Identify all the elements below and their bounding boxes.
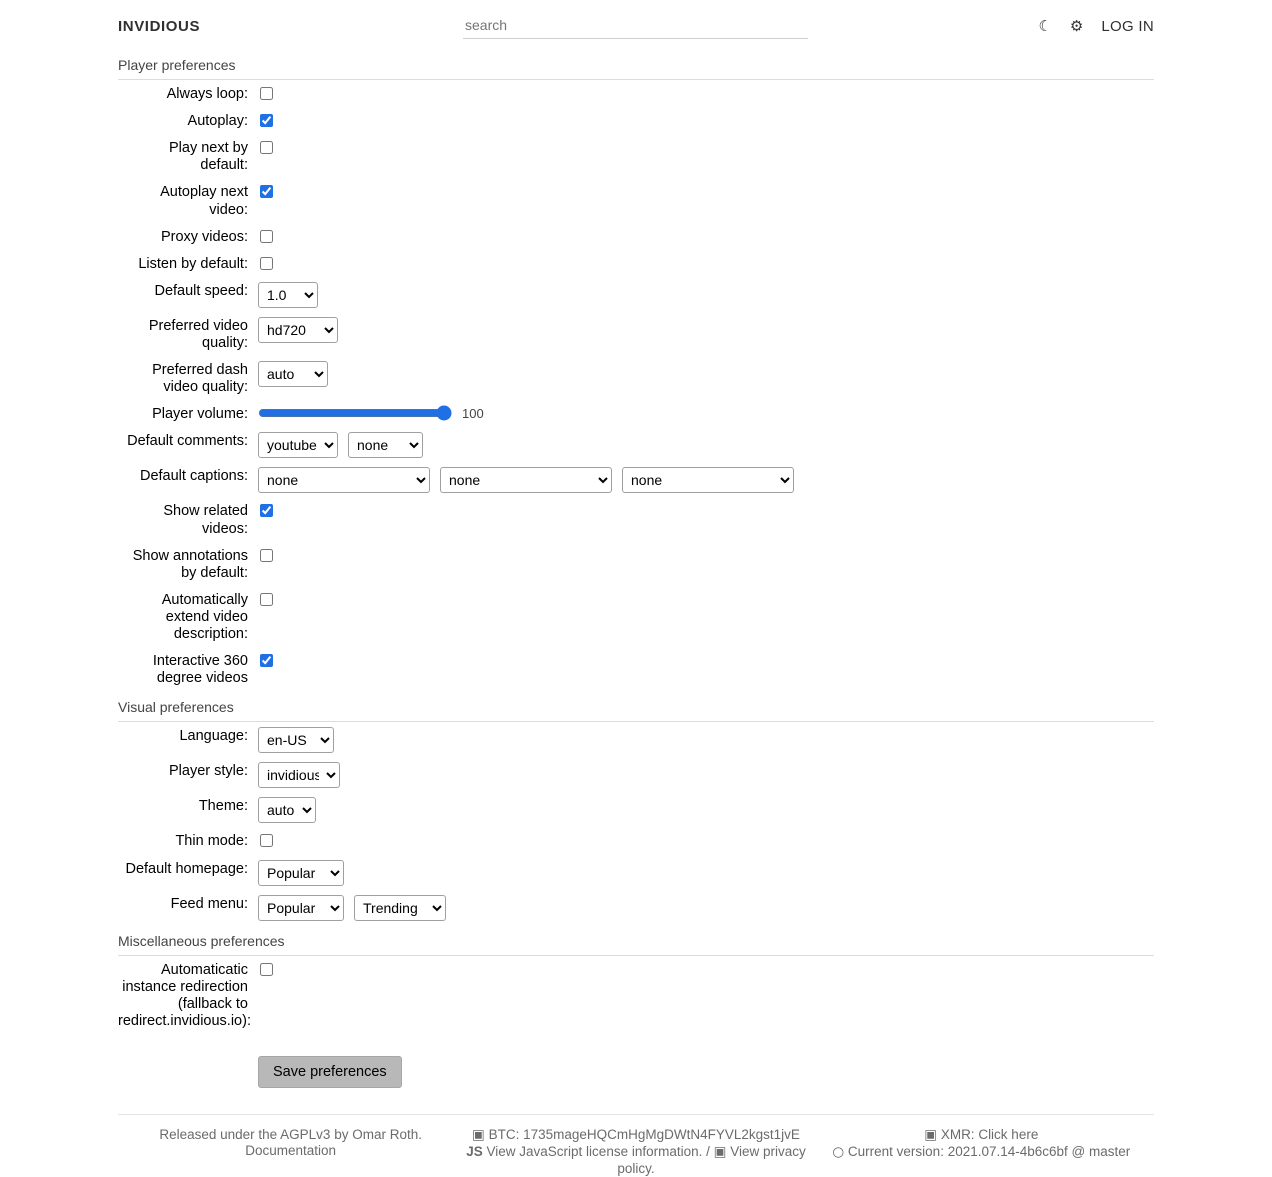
label-default-speed: Default speed:	[154, 282, 248, 299]
row-preferred-dash-quality	[118, 356, 1154, 400]
footer-privacy-link[interactable]: View privacy policy.	[617, 1143, 806, 1176]
search-container	[463, 14, 808, 39]
row-extend-description	[118, 586, 1154, 647]
label-preferred-dash-quality: Preferred dash video quality:	[152, 362, 248, 396]
row-show-related	[118, 497, 1154, 541]
footer-left	[118, 1127, 463, 1177]
label-preferred-quality: Preferred video quality:	[148, 317, 248, 351]
row-theme	[118, 792, 1154, 827]
select-default-comments-1[interactable]	[258, 432, 338, 458]
book-icon: ▣	[713, 1143, 727, 1160]
control-listen-default	[258, 254, 1154, 270]
control-language	[258, 726, 1154, 753]
control-preferred-dash-quality	[258, 360, 1154, 387]
checkbox-extend-description[interactable]	[260, 593, 273, 606]
label-player-style: Player style:	[169, 763, 248, 780]
footer-center	[463, 1127, 808, 1177]
select-language[interactable]	[258, 727, 334, 753]
control-default-captions	[258, 466, 1154, 493]
brand-logo[interactable]: INVIDIOUS	[118, 18, 201, 35]
control-autoplay-next	[258, 182, 1154, 198]
checkbox-show-annotations[interactable]	[260, 549, 273, 562]
row-player-volume	[118, 400, 1154, 427]
footer	[118, 1114, 1154, 1177]
navbar	[118, 0, 1154, 49]
label-default-homepage: Default homepage:	[125, 860, 248, 877]
label-show-annotations: Show annotations by default:	[132, 547, 248, 581]
section-visual-preferences: Visual preferences	[118, 699, 1154, 722]
footer-js-line	[463, 1144, 808, 1177]
footer-btc-line	[463, 1127, 808, 1144]
select-theme[interactable]	[258, 797, 316, 823]
save-preferences-button[interactable]: Save preferences	[258, 1056, 402, 1088]
select-feed-menu-2[interactable]	[354, 895, 446, 921]
navbar-actions	[1038, 18, 1154, 35]
label-play-next: Play next by default:	[169, 140, 248, 174]
footer-license-text: Released under the AGPLv3 by Omar Roth.	[159, 1126, 422, 1142]
control-default-speed	[258, 281, 1154, 308]
footer-right	[809, 1127, 1154, 1177]
control-interactive-360	[258, 651, 1154, 667]
label-default-comments: Default comments:	[127, 433, 248, 450]
control-proxy-videos	[258, 227, 1154, 243]
misc-preferences-group	[118, 956, 1154, 1034]
row-proxy-videos	[118, 223, 1154, 250]
footer-xmr-line	[809, 1127, 1154, 1144]
row-default-homepage	[118, 855, 1154, 890]
select-default-speed[interactable]	[258, 282, 318, 308]
checkbox-proxy-videos[interactable]	[260, 230, 273, 243]
monero-icon-right: ▣	[924, 1126, 938, 1143]
footer-xmr-link[interactable]: XMR: Click here	[940, 1126, 1039, 1142]
label-default-captions: Default captions:	[139, 468, 248, 485]
row-autoplay-next	[118, 178, 1154, 222]
label-language: Language:	[179, 728, 248, 745]
label-interactive-360: Interactive 360 degree videos	[152, 653, 248, 687]
checkbox-thin-mode[interactable]	[260, 834, 273, 847]
checkbox-auto-redirect[interactable]	[260, 963, 273, 976]
save-row	[118, 1056, 1154, 1088]
login-link[interactable]: LOG IN	[1101, 18, 1154, 35]
footer-documentation-link[interactable]: Documentation	[245, 1142, 337, 1158]
row-play-next	[118, 134, 1154, 178]
gear-icon[interactable]: ⚙	[1069, 18, 1084, 35]
control-player-volume	[258, 404, 1154, 421]
row-listen-default	[118, 250, 1154, 277]
checkbox-autoplay[interactable]	[260, 114, 273, 127]
slider-player-volume[interactable]	[258, 405, 452, 421]
label-theme: Theme:	[198, 798, 248, 815]
moon-icon[interactable]: ☾	[1038, 18, 1052, 35]
checkbox-play-next[interactable]	[260, 141, 273, 154]
checkbox-show-related[interactable]	[260, 504, 273, 517]
row-language	[118, 722, 1154, 757]
checkbox-interactive-360[interactable]	[260, 654, 273, 667]
select-player-style[interactable]	[258, 762, 340, 788]
control-extend-description	[258, 590, 1154, 606]
label-listen-default: Listen by default:	[138, 255, 248, 272]
footer-js-license-link[interactable]: View JavaScript license information.	[486, 1143, 703, 1159]
row-always-loop	[118, 80, 1154, 107]
label-show-related: Show related videos:	[163, 503, 248, 537]
footer-btc-text[interactable]: BTC: 1735mageHQCmHgMgDWtN4FYVL2kgst1jvE	[488, 1126, 800, 1142]
select-default-captions-1[interactable]	[258, 467, 430, 493]
control-thin-mode	[258, 831, 1154, 847]
label-always-loop: Always loop:	[166, 86, 248, 102]
control-autoplay	[258, 111, 1154, 127]
label-proxy-videos: Proxy videos:	[160, 228, 248, 245]
control-always-loop	[258, 84, 1154, 100]
label-extend-description: Automatically extend video description:	[161, 591, 248, 643]
js-badge-icon: JS	[466, 1143, 483, 1159]
checkbox-listen-default[interactable]	[260, 257, 273, 270]
row-default-speed	[118, 277, 1154, 312]
row-default-captions	[118, 462, 1154, 497]
label-autoplay-next: Autoplay next video:	[160, 184, 248, 218]
checkbox-always-loop[interactable]	[260, 87, 273, 100]
select-preferred-quality[interactable]	[258, 317, 338, 343]
control-preferred-quality	[258, 316, 1154, 343]
checkbox-autoplay-next[interactable]	[260, 185, 273, 198]
row-feed-menu	[118, 890, 1154, 925]
label-feed-menu: Feed menu:	[170, 895, 248, 912]
select-feed-menu-1[interactable]	[258, 895, 344, 921]
section-misc-preferences: Miscellaneous preferences	[118, 933, 1154, 956]
select-default-homepage[interactable]	[258, 860, 344, 886]
control-theme	[258, 796, 1154, 823]
visual-preferences-group	[118, 722, 1154, 924]
control-auto-redirect	[258, 960, 1154, 976]
monero-icon: ▣	[472, 1126, 485, 1143]
row-player-style	[118, 757, 1154, 792]
row-interactive-360	[118, 647, 1154, 691]
label-auto-redirect: Automaticatic instance redirection (fallback to redirect.invidious.io):	[118, 961, 251, 1029]
label-thin-mode: Thin mode:	[175, 833, 248, 850]
row-thin-mode	[118, 827, 1154, 854]
github-icon: ○	[832, 1143, 845, 1160]
select-default-captions-2[interactable]	[440, 467, 612, 493]
label-player-volume: Player volume:	[152, 406, 248, 423]
footer-separator: /	[706, 1143, 710, 1159]
control-play-next	[258, 138, 1154, 154]
control-show-related	[258, 501, 1154, 517]
footer-version-line	[809, 1144, 1154, 1161]
row-autoplay	[118, 107, 1154, 134]
footer-version-text[interactable]: Current version: 2021.07.14-4b6c6bf @ master	[847, 1143, 1131, 1159]
row-show-annotations	[118, 542, 1154, 586]
label-autoplay: Autoplay:	[187, 113, 248, 130]
player-preferences-group	[118, 80, 1154, 691]
select-default-comments-2[interactable]	[348, 432, 423, 458]
section-player-preferences: Player preferences	[118, 57, 1154, 80]
row-default-comments	[118, 427, 1154, 462]
row-auto-redirect	[118, 956, 1154, 1034]
control-feed-menu	[258, 894, 1154, 921]
select-default-captions-3[interactable]	[622, 467, 794, 493]
select-preferred-dash-quality[interactable]	[258, 361, 328, 387]
row-preferred-quality	[118, 312, 1154, 356]
control-show-annotations	[258, 546, 1154, 562]
control-default-homepage	[258, 859, 1154, 886]
control-default-comments	[258, 431, 1154, 458]
control-player-style	[258, 761, 1154, 788]
player-volume-value: 100	[462, 405, 484, 421]
search-input[interactable]	[463, 14, 808, 39]
